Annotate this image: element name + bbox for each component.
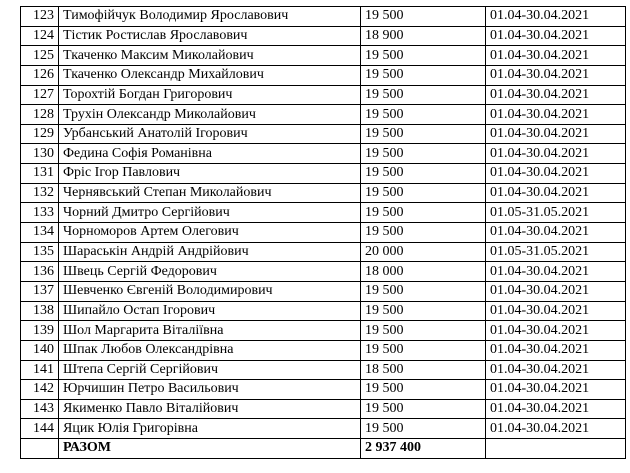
period: 01.05-31.05.2021 bbox=[486, 242, 626, 262]
person-name: Урбанський Анатолій Ігорович bbox=[59, 124, 361, 144]
row-number: 126 bbox=[21, 65, 59, 85]
total-number-cell bbox=[21, 439, 59, 459]
period: 01.04-30.04.2021 bbox=[486, 65, 626, 85]
person-name: Шараськін Андрій Андрійович bbox=[59, 242, 361, 262]
period: 01.04-30.04.2021 bbox=[486, 223, 626, 243]
table-body bbox=[21, 7, 626, 439]
row-number: 141 bbox=[21, 360, 59, 380]
row-number: 144 bbox=[21, 419, 59, 439]
person-name: Шипайло Остап Ігорович bbox=[59, 301, 361, 321]
person-name: Чернявський Степан Миколайович bbox=[59, 183, 361, 203]
person-name: Швець Сергій Федорович bbox=[59, 262, 361, 282]
amount: 19 500 bbox=[361, 399, 486, 419]
period: 01.04-30.04.2021 bbox=[486, 321, 626, 341]
row-number: 130 bbox=[21, 144, 59, 164]
period: 01.04-30.04.2021 bbox=[486, 144, 626, 164]
table-row bbox=[21, 242, 626, 262]
table-row bbox=[21, 46, 626, 66]
period: 01.04-30.04.2021 bbox=[486, 164, 626, 184]
person-name: Яцик Юлія Григорівна bbox=[59, 419, 361, 439]
amount: 19 500 bbox=[361, 419, 486, 439]
amount: 18 500 bbox=[361, 360, 486, 380]
amount: 19 500 bbox=[361, 281, 486, 301]
table-row bbox=[21, 340, 626, 360]
person-name: Федина Софія Романівна bbox=[59, 144, 361, 164]
total-row bbox=[21, 439, 626, 459]
row-number: 142 bbox=[21, 380, 59, 400]
period: 01.04-30.04.2021 bbox=[486, 262, 626, 282]
table-row bbox=[21, 262, 626, 282]
row-number: 140 bbox=[21, 340, 59, 360]
person-name: Ткаченко Максим Миколайович bbox=[59, 46, 361, 66]
table-row bbox=[21, 183, 626, 203]
row-number: 129 bbox=[21, 124, 59, 144]
period: 01.04-30.04.2021 bbox=[486, 399, 626, 419]
amount: 19 500 bbox=[361, 223, 486, 243]
person-name: Фріс Ігор Павлович bbox=[59, 164, 361, 184]
row-number: 128 bbox=[21, 105, 59, 125]
total-label: РАЗОМ bbox=[59, 439, 361, 459]
row-number: 132 bbox=[21, 183, 59, 203]
amount: 19 500 bbox=[361, 7, 486, 27]
table-row bbox=[21, 419, 626, 439]
row-number: 125 bbox=[21, 46, 59, 66]
person-name: Шпак Любов Олександрівна bbox=[59, 340, 361, 360]
amount: 19 500 bbox=[361, 203, 486, 223]
table-row bbox=[21, 301, 626, 321]
row-number: 123 bbox=[21, 7, 59, 27]
person-name: Тимофійчук Володимир Ярославович bbox=[59, 7, 361, 27]
amount: 19 500 bbox=[361, 301, 486, 321]
table-row bbox=[21, 7, 626, 27]
person-name: Тістик Ростислав Ярославович bbox=[59, 26, 361, 46]
period: 01.04-30.04.2021 bbox=[486, 124, 626, 144]
table-row bbox=[21, 380, 626, 400]
row-number: 131 bbox=[21, 164, 59, 184]
row-number: 127 bbox=[21, 85, 59, 105]
amount: 19 500 bbox=[361, 124, 486, 144]
person-name: Трухін Олександр Миколайович bbox=[59, 105, 361, 125]
amount: 19 500 bbox=[361, 144, 486, 164]
amount: 18 000 bbox=[361, 262, 486, 282]
row-number: 133 bbox=[21, 203, 59, 223]
payments-table bbox=[20, 6, 626, 459]
period: 01.04-30.04.2021 bbox=[486, 183, 626, 203]
person-name: Чорноморов Артем Олегович bbox=[59, 223, 361, 243]
amount: 19 500 bbox=[361, 164, 486, 184]
period: 01.04-30.04.2021 bbox=[486, 85, 626, 105]
total-period-cell bbox=[486, 439, 626, 459]
table-row bbox=[21, 105, 626, 125]
table-row bbox=[21, 399, 626, 419]
period: 01.04-30.04.2021 bbox=[486, 360, 626, 380]
amount: 19 500 bbox=[361, 321, 486, 341]
row-number: 124 bbox=[21, 26, 59, 46]
person-name: Шевченко Євгеній Володимирович bbox=[59, 281, 361, 301]
table-row bbox=[21, 144, 626, 164]
person-name: Ткаченко Олександр Михайлович bbox=[59, 65, 361, 85]
row-number: 136 bbox=[21, 262, 59, 282]
row-number: 143 bbox=[21, 399, 59, 419]
table-row bbox=[21, 203, 626, 223]
amount: 19 500 bbox=[361, 183, 486, 203]
table-row bbox=[21, 223, 626, 243]
table-row bbox=[21, 65, 626, 85]
table-row bbox=[21, 321, 626, 341]
period: 01.05-31.05.2021 bbox=[486, 203, 626, 223]
row-number: 137 bbox=[21, 281, 59, 301]
period: 01.04-30.04.2021 bbox=[486, 301, 626, 321]
amount: 19 500 bbox=[361, 105, 486, 125]
amount: 19 500 bbox=[361, 46, 486, 66]
period: 01.04-30.04.2021 bbox=[486, 46, 626, 66]
table-row bbox=[21, 360, 626, 380]
person-name: Шол Маргарита Віталіївна bbox=[59, 321, 361, 341]
period: 01.04-30.04.2021 bbox=[486, 105, 626, 125]
amount: 19 500 bbox=[361, 85, 486, 105]
amount: 19 500 bbox=[361, 380, 486, 400]
amount: 18 900 bbox=[361, 26, 486, 46]
row-number: 138 bbox=[21, 301, 59, 321]
row-number: 139 bbox=[21, 321, 59, 341]
row-number: 135 bbox=[21, 242, 59, 262]
period: 01.04-30.04.2021 bbox=[486, 380, 626, 400]
amount: 19 500 bbox=[361, 65, 486, 85]
total-amount: 2 937 400 bbox=[361, 439, 486, 459]
person-name: Торохтій Богдан Григорович bbox=[59, 85, 361, 105]
table-row bbox=[21, 281, 626, 301]
period: 01.04-30.04.2021 bbox=[486, 340, 626, 360]
person-name: Чорний Дмитро Сергійович bbox=[59, 203, 361, 223]
period: 01.04-30.04.2021 bbox=[486, 419, 626, 439]
table-row bbox=[21, 85, 626, 105]
amount: 20 000 bbox=[361, 242, 486, 262]
table-row bbox=[21, 26, 626, 46]
table-row bbox=[21, 164, 626, 184]
person-name: Юрчишин Петро Васильович bbox=[59, 380, 361, 400]
period: 01.04-30.04.2021 bbox=[486, 26, 626, 46]
period: 01.04-30.04.2021 bbox=[486, 7, 626, 27]
row-number: 134 bbox=[21, 223, 59, 243]
person-name: Якименко Павло Віталійович bbox=[59, 399, 361, 419]
period: 01.04-30.04.2021 bbox=[486, 281, 626, 301]
amount: 19 500 bbox=[361, 340, 486, 360]
person-name: Штепа Сергій Сергійович bbox=[59, 360, 361, 380]
table-row bbox=[21, 124, 626, 144]
